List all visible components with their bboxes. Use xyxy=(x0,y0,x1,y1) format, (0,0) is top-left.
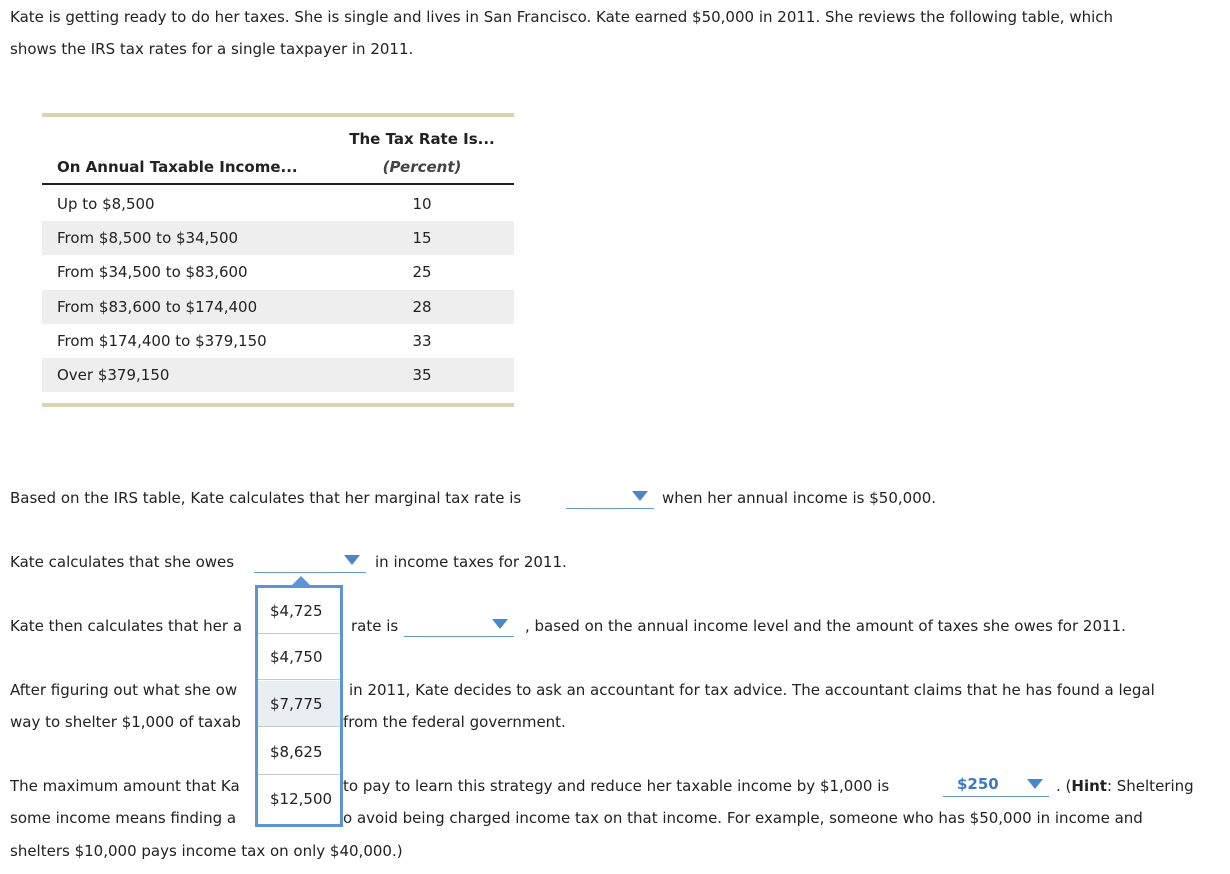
table-row xyxy=(42,290,514,324)
p5-line1-start: The maximum amount that Ka xyxy=(10,777,240,795)
average-rate-dropdown[interactable] xyxy=(404,614,514,637)
row-rate: 15 xyxy=(412,229,432,247)
option-4725[interactable]: $4,725 xyxy=(258,588,340,634)
option-8625[interactable]: $8,625 xyxy=(258,729,340,775)
option-4750[interactable]: $4,750 xyxy=(258,634,340,680)
row-income: From $83,600 to $174,400 xyxy=(57,298,258,316)
p5-line2-end: o avoid being charged income tax on that income. For example, someone who has $50,000 in income and xyxy=(343,809,1143,827)
row-rate: 35 xyxy=(412,366,432,384)
table-row xyxy=(42,221,514,255)
p4-line2-end: from the federal government. xyxy=(343,713,566,731)
q3-text-mid: rate is xyxy=(351,617,399,635)
row-rate: 28 xyxy=(412,298,432,316)
taxes-owed-dropdown[interactable] xyxy=(254,550,366,573)
intro-line-1: Kate is getting ready to do her taxes. She is single and lives in San Francisco. Kate earned $50,000 in 2011. She reviews the following table, which xyxy=(10,8,1114,26)
table-row xyxy=(42,187,514,221)
p4-line1-start: After figuring out what she ow xyxy=(10,681,238,699)
taxes-owed-options-menu xyxy=(255,585,343,827)
table-row xyxy=(42,255,514,289)
row-rate: 10 xyxy=(412,195,432,213)
p4-line2-start: way to shelter $1,000 of taxab xyxy=(10,713,241,731)
q1-text-after: when her annual income is $50,000. xyxy=(662,489,937,507)
option-7775[interactable]: $7,775 xyxy=(258,681,340,727)
q2-text-before: Kate calculates that she owes xyxy=(10,553,235,571)
row-income: From $174,400 to $379,150 xyxy=(57,332,267,350)
p4-line1-end: in 2011, Kate decides to ask an accountant for tax advice. The accountant claims that he has found a legal xyxy=(349,681,1155,699)
table-row xyxy=(42,358,514,392)
q2-text-after: in income taxes for 2011. xyxy=(375,553,567,571)
header-percent: (Percent) xyxy=(382,158,462,176)
row-rate: 25 xyxy=(412,263,432,281)
chevron-down-icon xyxy=(344,555,360,565)
p5-line2-start: some income means finding a xyxy=(10,809,237,827)
q3-text-before: Kate then calculates that her a xyxy=(10,617,243,635)
chevron-down-icon xyxy=(1027,779,1043,789)
table-bottom-rule xyxy=(42,403,514,407)
hint-pre: . ( xyxy=(1056,777,1072,795)
row-income: From $34,500 to $83,600 xyxy=(57,263,248,281)
header-rule xyxy=(42,183,514,185)
q1-text-before: Based on the IRS table, Kate calculates that her marginal tax rate is xyxy=(10,489,522,507)
table-row xyxy=(42,324,514,358)
table-top-rule xyxy=(42,113,514,117)
hint-post: : Sheltering xyxy=(1106,777,1194,795)
marginal-rate-dropdown[interactable] xyxy=(566,486,654,509)
selected-value: $250 xyxy=(957,775,999,793)
p5-line3: shelters $10,000 pays income tax on only $40,000.) xyxy=(10,842,403,860)
row-income: Up to $8,500 xyxy=(57,195,155,213)
header-annual-income: On Annual Taxable Income... xyxy=(57,158,298,176)
tax-rate-table xyxy=(42,113,514,384)
chevron-down-icon xyxy=(632,491,648,501)
p5-line1-end: to pay to learn this strategy and reduce her taxable income by $1,000 is xyxy=(343,777,890,795)
row-rate: 33 xyxy=(412,332,432,350)
hint-text xyxy=(1056,777,1194,795)
intro-line-2: shows the IRS tax rates for a single taxpayer in 2011. xyxy=(10,40,414,58)
chevron-down-icon xyxy=(492,619,508,629)
max-payment-dropdown[interactable] xyxy=(943,774,1049,797)
option-12500[interactable]: $12,500 xyxy=(270,790,333,808)
hint-label: Hint xyxy=(1071,777,1107,795)
row-income: From $8,500 to $34,500 xyxy=(57,229,239,247)
row-income: Over $379,150 xyxy=(57,366,170,384)
q3-text-after: , based on the annual income level and the amount of taxes she owes for 2011. xyxy=(525,617,1126,635)
header-tax-rate: The Tax Rate Is... xyxy=(349,130,495,148)
